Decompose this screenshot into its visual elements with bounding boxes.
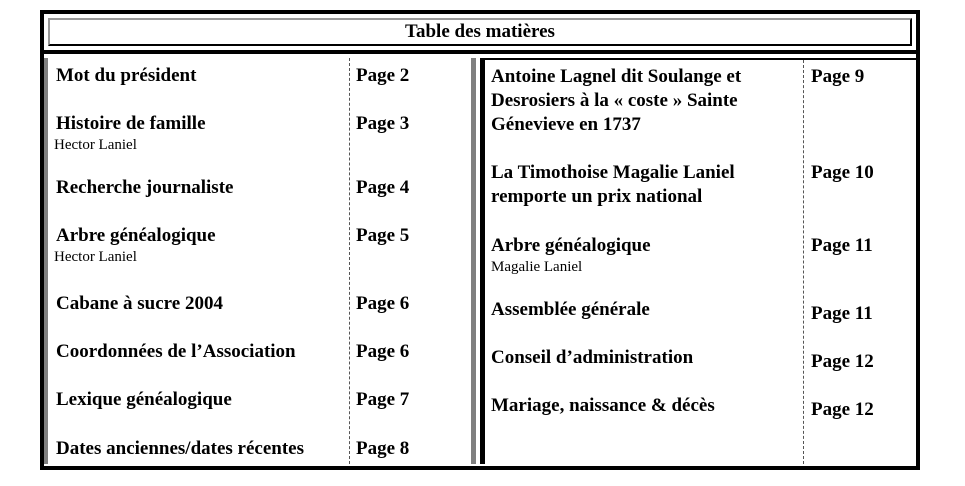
- column-separator: [349, 58, 350, 464]
- toc-entry-title: Dates anciennes/dates récentes: [56, 438, 305, 459]
- toc-right-column: [480, 58, 916, 464]
- toc-entry: [56, 112, 346, 154]
- toc-entry-title: Antoine Lagnel dit Soulange et Desrosiers à la « coste » Sainte Génevieve en 1737: [491, 66, 742, 135]
- toc-entry: [491, 234, 796, 276]
- toc-title: Table des matières: [405, 21, 555, 42]
- toc-entry-title: Mariage, naissance & décès: [491, 395, 715, 416]
- toc-entry: [56, 224, 346, 266]
- toc-entry-title: Assemblée générale: [491, 299, 650, 320]
- toc-entry-page: Page 4: [356, 177, 410, 198]
- column-separator: [803, 60, 804, 464]
- toc-entry-title: La Timothoise Magalie Laniel remporte un prix national: [491, 162, 735, 207]
- toc-entry-page: Page 8: [356, 438, 410, 459]
- toc-entry-page: Page 9: [811, 66, 865, 87]
- toc-entry-author: Hector Laniel: [54, 249, 137, 265]
- toc-entry-page: Page 10: [811, 162, 874, 183]
- toc-entry-title: Histoire de famille: [56, 113, 206, 134]
- toc-entry-title: Lexique généalogique: [56, 389, 232, 410]
- toc-entry-author: Hector Laniel: [54, 137, 137, 153]
- toc-entry-title: Mot du président: [56, 65, 197, 86]
- toc-entry-page: Page 2: [356, 65, 410, 86]
- toc-entry-page: Page 3: [356, 113, 410, 134]
- toc-entry-page: Page 12: [811, 399, 874, 420]
- toc-entry-page: Page 11: [811, 303, 873, 324]
- toc-entry-title: Arbre généalogique: [491, 235, 651, 256]
- toc-entry-title: Arbre généalogique: [56, 225, 216, 246]
- toc-entry-page: Page 6: [356, 341, 410, 362]
- toc-entry-page: Page 12: [811, 351, 874, 372]
- toc-entry-title: Recherche journaliste: [56, 177, 234, 198]
- toc-entry-title: Coordonnées de l’Association: [56, 341, 296, 362]
- toc-entry-page: Page 5: [356, 225, 410, 246]
- toc-entry-title: Cabane à sucre 2004: [56, 293, 223, 314]
- toc-entry-title: Conseil d’administration: [491, 347, 694, 368]
- toc-entry-page: Page 11: [811, 235, 873, 256]
- toc-entry-author: Magalie Laniel: [491, 259, 583, 275]
- title-bar: [44, 14, 916, 54]
- toc-entry-page: Page 7: [356, 389, 410, 410]
- title-box: [48, 18, 912, 46]
- toc-left-column: [44, 58, 476, 464]
- toc-entry-page: Page 6: [356, 293, 410, 314]
